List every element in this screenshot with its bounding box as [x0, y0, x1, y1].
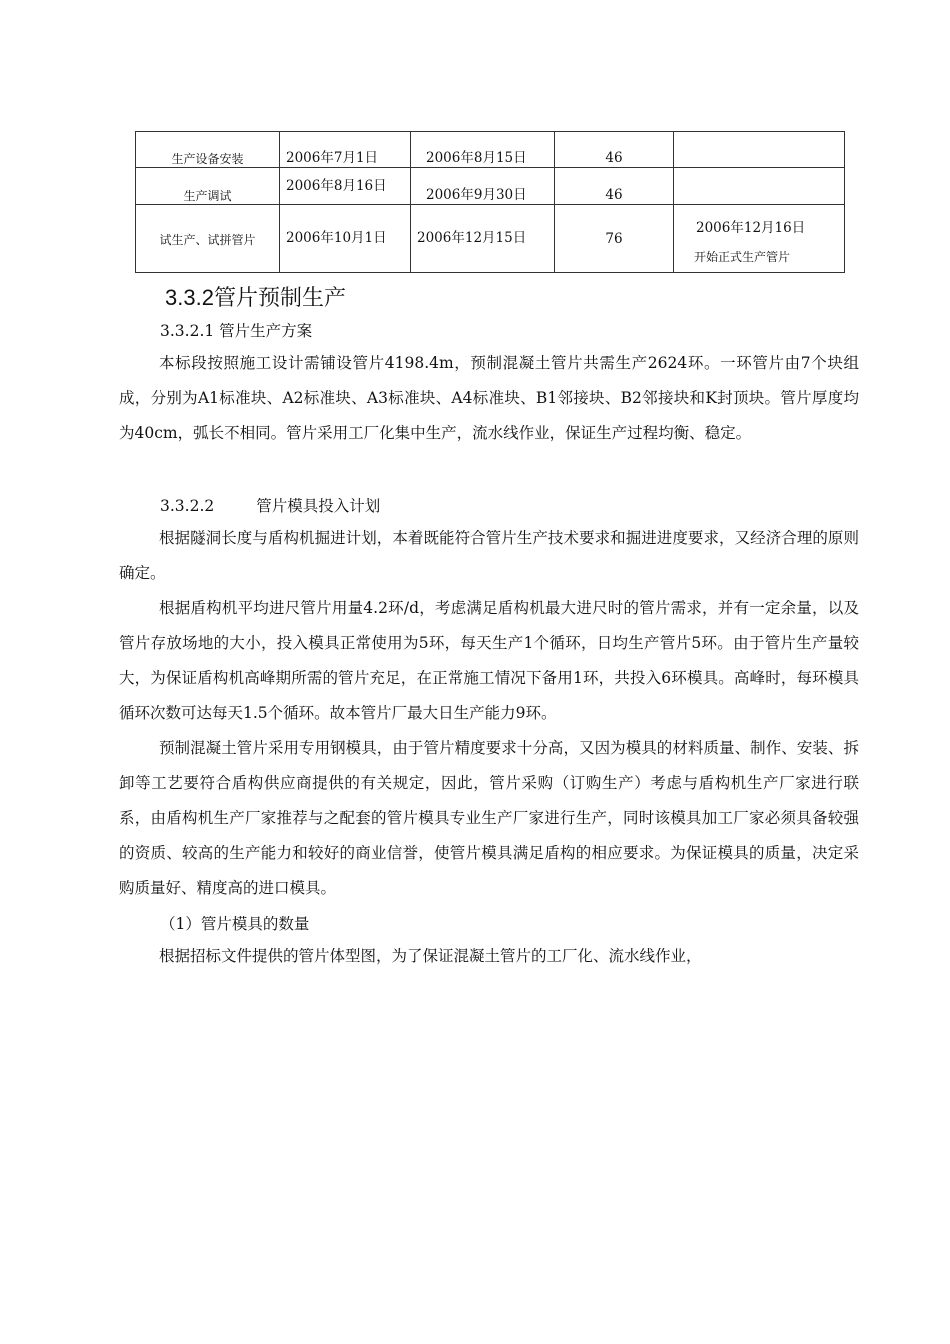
schedule-table [135, 131, 845, 273]
start-date-cell: 2006年7月1日 [280, 132, 411, 168]
table-row [136, 132, 845, 168]
section-number: 3.3.2 [165, 285, 214, 310]
days-cell: 46 [555, 132, 674, 168]
start-date-cell: 2006年10月1日 [280, 205, 411, 273]
paragraph: 根据盾构机平均进尺管片用量4.2环/d，考虑满足盾构机最大进尺时的管片需求，并有一定余量，以及管片存放场地的大小，投入模具正常使用为5环，每天生产1个循环，日均生产管片5环。由于管片生产量较大，为保证盾构机高峰期所需的管片充足，在正常施工情况下备用1环，共投入6环模具。高峰时，每环模具循环次数可达每天1.5个循环。故本管片厂最大日生产能力9环。 [119, 599, 859, 722]
paragraph: 根据隧洞长度与盾构机掘进计划，本着既能符合管片生产技术要求和掘进进度要求，又经济合理的原则确定。 [119, 529, 859, 582]
remark-cell [674, 132, 845, 168]
subsection-title: 管片模具投入计划 [256, 497, 381, 515]
remark-date: 2006年12月16日 [696, 219, 806, 236]
remark-cell [674, 168, 845, 205]
task-cell: 试生产、试拼管片 [136, 205, 280, 273]
task-cell: 生产设备安装 [136, 132, 280, 168]
item-heading: （1）管片模具的数量 [160, 915, 310, 933]
task-cell: 生产调试 [136, 168, 280, 205]
subsection-heading-2 [160, 494, 380, 516]
paragraph: 预制混凝土管片采用专用钢模具，由于管片精度要求十分高，又因为模具的材料质量、制作、安装、拆卸等工艺要符合盾构供应商提供的有关规定，因此，管片采购（订购生产）考虑与盾构机生产厂家进行联系，由盾构机生产厂家推荐与之配套的管片模具专业生产厂家进行生产，同时该模具加工厂家必须具备较强的资质、较高的生产能力和较好的商业信誉，使管片模具满足盾构的相应要求。为保证模具的质量，决定采购质量好、精度高的进口模具。 [119, 739, 859, 897]
subsection-number: 3.3.2.2 [160, 497, 215, 515]
paragraph: 根据招标文件提供的管片体型图，为了保证混凝土管片的工厂化、流水线作业， [159, 947, 702, 965]
section-title: 管片预制生产 [213, 286, 346, 311]
table-row [136, 168, 845, 205]
end-date-cell: 2006年9月30日 [411, 168, 555, 205]
days-cell: 76 [555, 205, 674, 273]
days-cell: 46 [555, 168, 674, 205]
remark-cell [674, 205, 845, 273]
table-row [136, 205, 845, 273]
paragraph: 本标段按照施工设计需铺设管片4198.4m，预制混凝土管片共需生产2624环。一环管片由7个块组成，分别为A1标准块、A2标准块、A3标准块、A4标准块、B1邻接块、B2邻接块和K封顶块。管片厚度均为40cm，弧长不相同。管片采用工厂化集中生产，流水线作业，保证生产过程均衡、稳定。 [119, 354, 859, 442]
section-heading [165, 281, 346, 312]
subsection-heading-1: 3.3.2.1 管片生产方案 [160, 322, 313, 340]
remark-note: 开始正式生产管片 [694, 249, 791, 264]
end-date-cell: 2006年8月15日 [411, 132, 555, 168]
end-date-cell: 2006年12月15日 [411, 205, 555, 273]
start-date-cell: 2006年8月16日 [280, 168, 411, 205]
